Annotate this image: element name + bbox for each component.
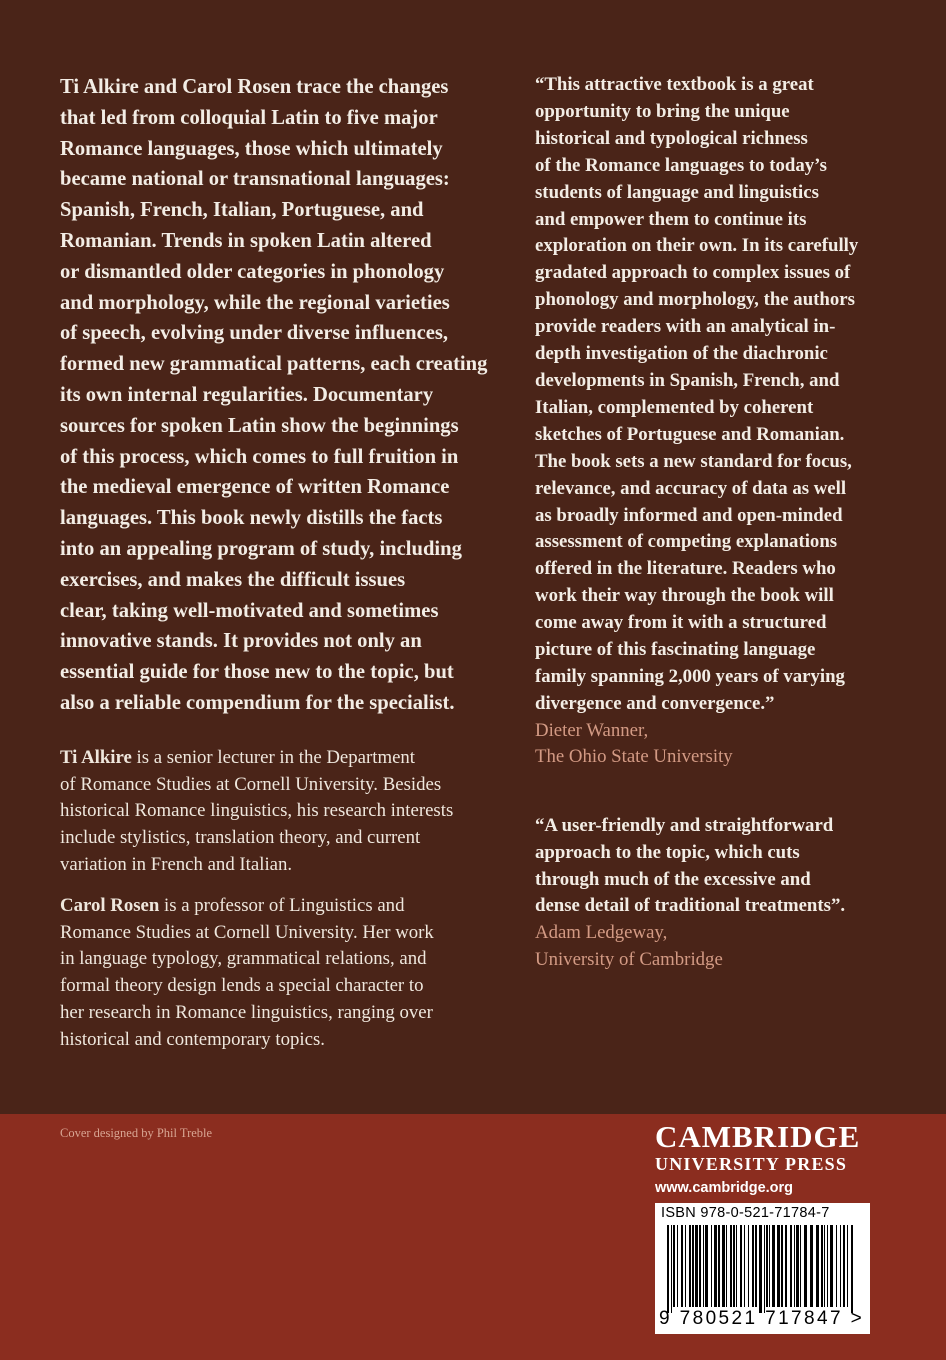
barcode-bar bbox=[671, 1225, 672, 1313]
quote-wanner-line: and empower them to continue its bbox=[535, 208, 807, 230]
quote-wanner-line: developments in Spanish, French, and bbox=[535, 369, 840, 391]
review-quote-wanner bbox=[535, 72, 895, 718]
quote-wanner-line: come away from it with a structured bbox=[535, 612, 827, 634]
barcode-bar bbox=[755, 1225, 757, 1307]
barcode-bar bbox=[748, 1225, 749, 1307]
isbn-text: ISBN 978-0-521-71784-7 bbox=[661, 1205, 830, 1221]
barcode-bar bbox=[843, 1225, 845, 1307]
publisher-url: www.cambridge.org bbox=[655, 1180, 794, 1196]
description-line: Spanish, French, Italian, Portuguese, and bbox=[60, 199, 424, 222]
quote-wanner-line: “This attractive textbook is a great bbox=[535, 74, 814, 95]
description-line: formed new grammatical patterns, each creating bbox=[60, 353, 488, 376]
barcode-bar bbox=[772, 1225, 775, 1307]
quote-wanner-line: picture of this fascinating language bbox=[535, 639, 816, 661]
barcode-bar bbox=[810, 1225, 813, 1307]
barcode-bar bbox=[777, 1225, 780, 1307]
description-line: clear, taking well-motivated and sometimes bbox=[60, 599, 439, 622]
bio-rosen-line: historical and contemporary topics. bbox=[60, 1028, 325, 1050]
quote-wanner-line: Italian, complemented by coherent bbox=[535, 396, 814, 418]
barcode-bar bbox=[752, 1225, 754, 1307]
quote-wanner-line: relevance, and accuracy of data as well bbox=[535, 477, 847, 499]
barcode-bar bbox=[796, 1225, 799, 1307]
quote-wanner-line: opportunity to bring the unique bbox=[535, 100, 790, 122]
bio-rosen-line: Romance Studies at Cornell University. Her work bbox=[60, 921, 434, 943]
description-line: exercises, and makes the difficult issues bbox=[60, 568, 406, 591]
quote-wanner-line: as broadly informed and open-minded bbox=[535, 504, 843, 526]
quote-wanner-line: family spanning 2,000 years of varying bbox=[535, 665, 845, 687]
quote-wanner-line: phonology and morphology, the authors bbox=[535, 289, 855, 311]
description-line: Romance languages, those which ultimately bbox=[60, 137, 443, 160]
author-bio-rosen-first-line: is a professor of Linguistics and bbox=[159, 894, 405, 916]
barcode-bar bbox=[804, 1225, 807, 1307]
description-line: or dismantled older categories in phonology bbox=[60, 260, 445, 283]
barcode-bar bbox=[816, 1225, 819, 1307]
barcode-bar bbox=[851, 1225, 853, 1313]
barcode-bar bbox=[736, 1225, 737, 1307]
barcode-bar bbox=[785, 1225, 787, 1307]
description-line: became national or transnational languages: bbox=[60, 168, 450, 191]
barcode-bar bbox=[821, 1225, 823, 1307]
cover-designer-credit: Cover designed by Phil Treble bbox=[60, 1126, 213, 1140]
quote-wanner-line: divergence and convergence.” bbox=[535, 692, 775, 714]
barcode-bar bbox=[759, 1225, 762, 1313]
author-bio-alkire-first-line: is a senior lecturer in the Department bbox=[131, 746, 416, 768]
barcode-bar bbox=[677, 1225, 678, 1307]
barcode-bar bbox=[726, 1225, 727, 1307]
description-line: of speech, evolving under diverse influences, bbox=[60, 322, 449, 345]
review-affiliation-ledgeway: University of Cambridge bbox=[535, 948, 723, 970]
quote-wanner-line: assessment of competing explanations bbox=[535, 531, 838, 553]
description-line: Ti Alkire and Carol Rosen trace the changes bbox=[60, 76, 449, 98]
quote-ledgeway-line: approach to the topic, which cuts bbox=[535, 841, 800, 863]
publisher-logo bbox=[655, 1120, 875, 1196]
quote-wanner-line: historical and typological richness bbox=[535, 127, 808, 149]
barcode-bar bbox=[689, 1225, 691, 1307]
barcode-bar bbox=[705, 1225, 708, 1307]
barcode-bar bbox=[722, 1225, 725, 1307]
barcode-bar bbox=[714, 1225, 717, 1307]
bio-alkire-line: of Romance Studies at Cornell University. Besides bbox=[60, 773, 442, 795]
description-line: of this process, which comes to full fruition in bbox=[60, 445, 459, 468]
quote-wanner-line: gradated approach to complex issues of bbox=[535, 262, 851, 284]
quote-wanner-line: students of language and linguistics bbox=[535, 181, 819, 203]
review-author-wanner: Dieter Wanner, bbox=[535, 719, 649, 741]
barcode-bar bbox=[699, 1225, 701, 1307]
barcode-bar bbox=[790, 1225, 792, 1307]
review-author-ledgeway: Adam Ledgeway, bbox=[535, 922, 668, 944]
quote-wanner-line: work their way through the book will bbox=[535, 585, 834, 607]
author-bio-alkire bbox=[60, 745, 520, 879]
quote-wanner-line: depth investigation of the diachronic bbox=[535, 343, 828, 365]
barcode-bar bbox=[711, 1225, 712, 1307]
barcode-bar bbox=[769, 1225, 770, 1307]
quote-ledgeway-line: “A user-friendly and straightforward bbox=[535, 814, 834, 836]
barcode-bar bbox=[692, 1225, 694, 1307]
barcode-bar bbox=[703, 1225, 704, 1307]
author-name-alkire: Ti Alkire bbox=[60, 746, 132, 768]
bio-alkire-line: include stylistics, translation theory, and current bbox=[60, 827, 421, 849]
barcode-bar bbox=[744, 1225, 745, 1307]
isbn-barcode bbox=[655, 1203, 870, 1334]
description-line: languages. This book newly distills the facts bbox=[60, 507, 443, 530]
review-affiliation-wanner: The Ohio State University bbox=[535, 746, 733, 768]
barcode-bar bbox=[840, 1225, 841, 1307]
barcode-bar bbox=[764, 1225, 765, 1313]
description-line: into an appealing program of study, including bbox=[60, 537, 462, 560]
book-description bbox=[60, 72, 520, 719]
description-line: that led from colloquial Latin to five major bbox=[60, 106, 438, 129]
barcode-bar bbox=[740, 1225, 742, 1307]
description-line: sources for spoken Latin show the beginnings bbox=[60, 414, 459, 437]
bio-alkire-line: historical Romance linguistics, his research interests bbox=[60, 800, 454, 822]
quote-wanner-line: provide readers with an analytical in- bbox=[535, 316, 836, 338]
barcode-bar bbox=[794, 1225, 795, 1307]
quote-wanner-line: sketches of Portuguese and Romanian. bbox=[535, 423, 845, 445]
author-name-rosen: Carol Rosen bbox=[60, 894, 160, 916]
publisher-subtitle: UNIVERSITY PRESS bbox=[655, 1154, 848, 1174]
review-quote-ledgeway bbox=[535, 813, 895, 921]
bio-rosen-line: in language typology, grammatical relations, and bbox=[60, 948, 427, 970]
barcode-bar bbox=[733, 1225, 735, 1307]
barcode-bar bbox=[836, 1225, 837, 1307]
author-bio-rosen bbox=[60, 893, 520, 1054]
description-line: and morphology, while the regional varieties bbox=[60, 291, 450, 314]
barcode-bar bbox=[718, 1225, 720, 1307]
barcode-bar bbox=[695, 1225, 698, 1307]
barcode-bar bbox=[827, 1225, 828, 1307]
barcode-bar bbox=[730, 1225, 732, 1307]
right-column bbox=[535, 72, 895, 973]
left-column bbox=[60, 72, 520, 1054]
barcode-bar bbox=[830, 1225, 833, 1307]
barcode-bar bbox=[766, 1225, 768, 1307]
barcode-bar bbox=[847, 1225, 848, 1307]
description-line: its own internal regularities. Documentary bbox=[60, 383, 434, 406]
quote-ledgeway-line: through much of the excessive and bbox=[535, 868, 811, 890]
description-line: innovative stands. It provides not only an bbox=[60, 630, 422, 653]
quote-wanner-line: exploration on their own. In its carefully bbox=[535, 235, 859, 257]
barcode-bar bbox=[781, 1225, 783, 1307]
barcode-bar bbox=[673, 1225, 675, 1307]
barcode-bar bbox=[681, 1225, 683, 1307]
bio-rosen-line: formal theory design lends a special character to bbox=[60, 975, 424, 997]
bio-rosen-line: her research in Romance linguistics, ranging over bbox=[60, 1001, 433, 1023]
quote-wanner-line: offered in the literature. Readers who bbox=[535, 558, 836, 580]
barcode-bar bbox=[800, 1225, 801, 1307]
publisher-name: CAMBRIDGE bbox=[655, 1119, 861, 1154]
quote-wanner-line: of the Romance languages to today’s bbox=[535, 154, 827, 176]
description-line: the medieval emergence of written Romance bbox=[60, 476, 450, 499]
description-line: also a reliable compendium for the specialist. bbox=[60, 691, 455, 714]
quote-ledgeway-line: dense detail of traditional treatments”. bbox=[535, 895, 846, 917]
description-line: Romanian. Trends in spoken Latin altered bbox=[60, 229, 432, 252]
quote-wanner-line: The book sets a new standard for focus, bbox=[535, 450, 852, 472]
barcode-bar bbox=[824, 1225, 825, 1307]
barcode-bar bbox=[685, 1225, 686, 1307]
description-line: essential guide for those new to the topic, but bbox=[60, 661, 454, 684]
bio-alkire-line: variation in French and Italian. bbox=[60, 853, 293, 875]
barcode-bar bbox=[667, 1225, 669, 1313]
barcode-digits: 9 780521 717847 > bbox=[659, 1308, 865, 1329]
